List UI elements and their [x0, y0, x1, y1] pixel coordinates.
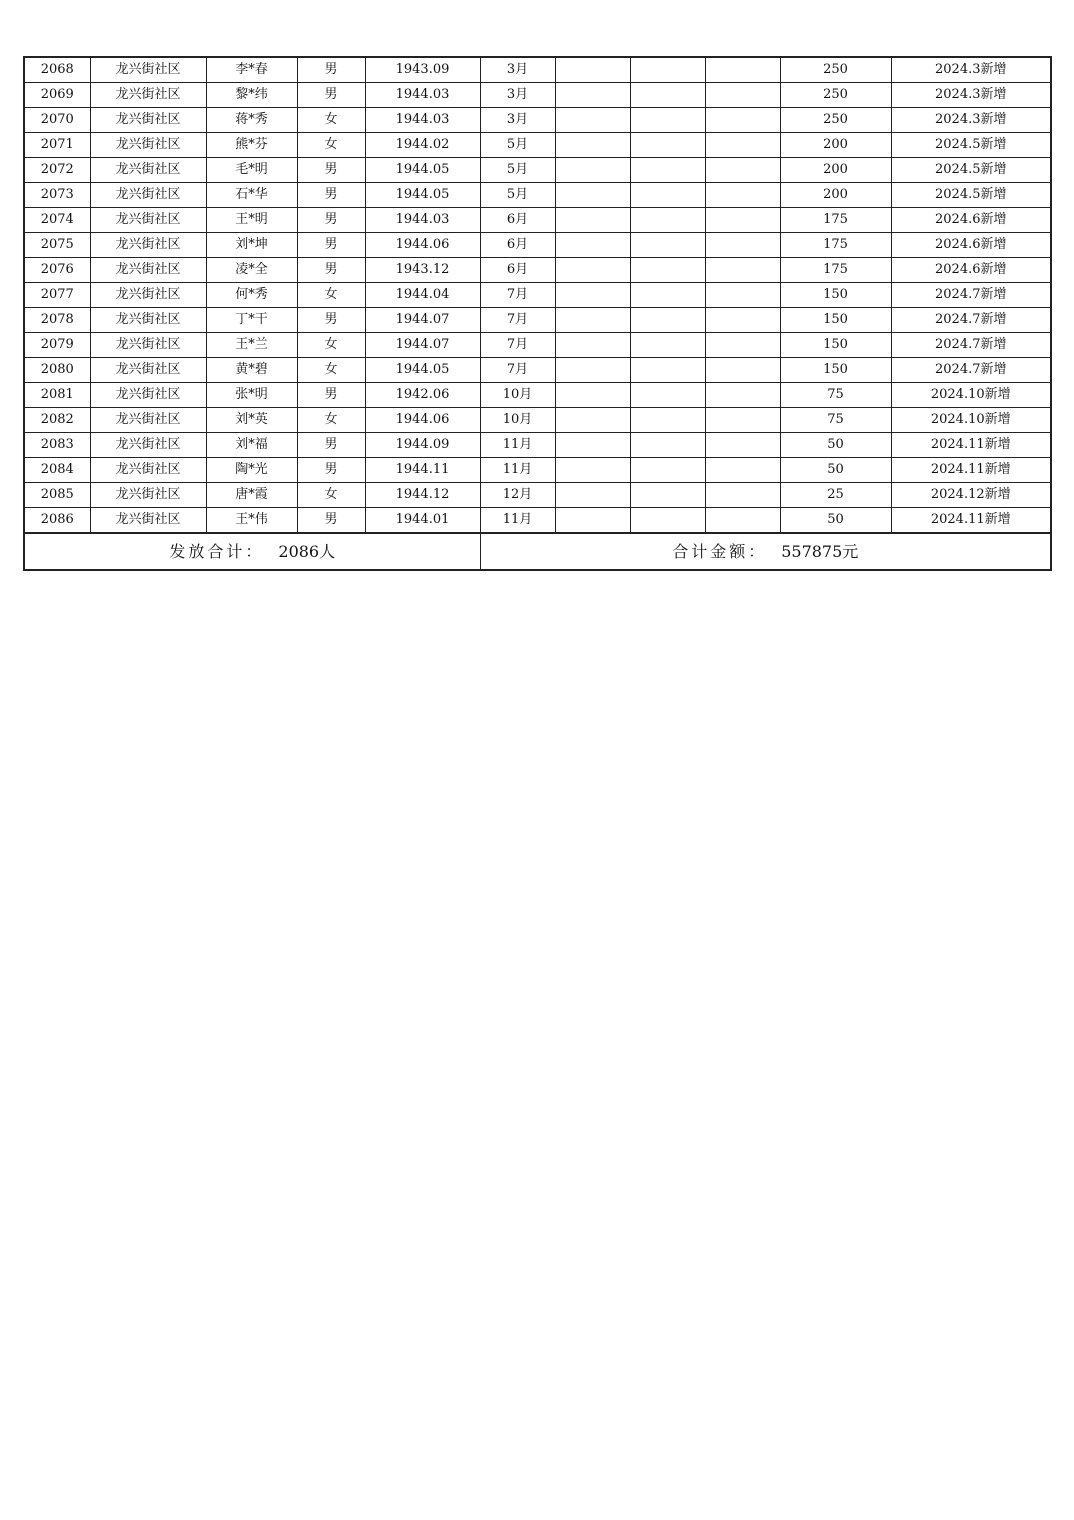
name-cell: 蒋*秀	[206, 108, 297, 133]
note-cell: 2024.5新增	[891, 183, 1051, 208]
start-month-cell: 3月	[480, 108, 555, 133]
recipient-table	[23, 56, 1052, 571]
name-cell: 丁*干	[206, 308, 297, 333]
gender-cell: 男	[297, 258, 365, 283]
serial-number-cell: 2071	[24, 133, 90, 158]
gender-cell: 男	[297, 508, 365, 534]
allowance-sheet	[23, 56, 1050, 571]
blank-cell	[630, 83, 705, 108]
name-cell: 王*伟	[206, 508, 297, 534]
name-cell: 王*明	[206, 208, 297, 233]
amount-cell: 175	[780, 208, 891, 233]
blank-cell	[555, 183, 630, 208]
gender-cell: 男	[297, 183, 365, 208]
serial-number-cell: 2076	[24, 258, 90, 283]
gender-cell: 男	[297, 83, 365, 108]
table-body	[24, 57, 1051, 533]
blank-cell	[630, 158, 705, 183]
amount-cell: 50	[780, 458, 891, 483]
note-cell: 2024.10新增	[891, 383, 1051, 408]
blank-cell	[555, 483, 630, 508]
start-month-cell: 6月	[480, 258, 555, 283]
gender-cell: 男	[297, 308, 365, 333]
blank-cell	[705, 433, 780, 458]
serial-number-cell: 2086	[24, 508, 90, 534]
table-row	[24, 158, 1051, 183]
blank-cell	[630, 408, 705, 433]
blank-cell	[630, 233, 705, 258]
amount-cell: 50	[780, 433, 891, 458]
birth-date-cell: 1944.03	[365, 108, 480, 133]
blank-cell	[555, 208, 630, 233]
birth-date-cell: 1944.06	[365, 233, 480, 258]
amount-cell: 150	[780, 283, 891, 308]
serial-number-cell: 2082	[24, 408, 90, 433]
table-row	[24, 283, 1051, 308]
community-cell: 龙兴街社区	[90, 408, 206, 433]
blank-cell	[705, 108, 780, 133]
name-cell: 唐*霞	[206, 483, 297, 508]
blank-cell	[705, 358, 780, 383]
blank-cell	[555, 133, 630, 158]
gender-cell: 男	[297, 233, 365, 258]
note-cell: 2024.11新增	[891, 508, 1051, 534]
gender-cell: 女	[297, 358, 365, 383]
birth-date-cell: 1944.03	[365, 208, 480, 233]
gender-cell: 男	[297, 433, 365, 458]
name-cell: 王*兰	[206, 333, 297, 358]
people-total-cell	[24, 533, 480, 570]
start-month-cell: 11月	[480, 458, 555, 483]
amount-cell: 25	[780, 483, 891, 508]
blank-cell	[705, 408, 780, 433]
community-cell: 龙兴街社区	[90, 283, 206, 308]
amount-cell: 150	[780, 308, 891, 333]
blank-cell	[705, 308, 780, 333]
note-cell: 2024.11新增	[891, 433, 1051, 458]
blank-cell	[555, 283, 630, 308]
table-row	[24, 458, 1051, 483]
start-month-cell: 5月	[480, 133, 555, 158]
amount-cell: 75	[780, 383, 891, 408]
name-cell: 黄*碧	[206, 358, 297, 383]
community-cell: 龙兴街社区	[90, 183, 206, 208]
start-month-cell: 7月	[480, 283, 555, 308]
blank-cell	[555, 433, 630, 458]
gender-cell: 男	[297, 383, 365, 408]
gender-cell: 男	[297, 458, 365, 483]
gender-cell: 女	[297, 108, 365, 133]
gender-cell: 女	[297, 483, 365, 508]
community-cell: 龙兴街社区	[90, 108, 206, 133]
start-month-cell: 7月	[480, 308, 555, 333]
gender-cell: 男	[297, 208, 365, 233]
name-cell: 凌*全	[206, 258, 297, 283]
blank-cell	[705, 57, 780, 83]
table-footer	[24, 533, 1051, 570]
serial-number-cell: 2073	[24, 183, 90, 208]
amount-cell: 200	[780, 133, 891, 158]
note-cell: 2024.3新增	[891, 83, 1051, 108]
birth-date-cell: 1944.04	[365, 283, 480, 308]
blank-cell	[705, 283, 780, 308]
table-row	[24, 208, 1051, 233]
start-month-cell: 10月	[480, 408, 555, 433]
gender-cell: 女	[297, 283, 365, 308]
start-month-cell: 5月	[480, 158, 555, 183]
amount-cell: 200	[780, 183, 891, 208]
table-row	[24, 508, 1051, 534]
community-cell: 龙兴街社区	[90, 133, 206, 158]
amount-cell: 250	[780, 83, 891, 108]
blank-cell	[555, 57, 630, 83]
amount-cell: 50	[780, 508, 891, 534]
start-month-cell: 11月	[480, 433, 555, 458]
amount-cell: 150	[780, 333, 891, 358]
start-month-cell: 11月	[480, 508, 555, 534]
note-cell: 2024.7新增	[891, 308, 1051, 333]
note-cell: 2024.10新增	[891, 408, 1051, 433]
community-cell: 龙兴街社区	[90, 333, 206, 358]
community-cell: 龙兴街社区	[90, 57, 206, 83]
table-row	[24, 308, 1051, 333]
blank-cell	[705, 483, 780, 508]
table-row	[24, 108, 1051, 133]
table-row	[24, 483, 1051, 508]
table-row	[24, 183, 1051, 208]
name-cell: 刘*福	[206, 433, 297, 458]
blank-cell	[705, 258, 780, 283]
start-month-cell: 6月	[480, 233, 555, 258]
birth-date-cell: 1942.06	[365, 383, 480, 408]
amount-cell: 150	[780, 358, 891, 383]
amount-total-label: 合计金额：	[672, 542, 768, 561]
serial-number-cell: 2080	[24, 358, 90, 383]
serial-number-cell: 2072	[24, 158, 90, 183]
name-cell: 黎*纬	[206, 83, 297, 108]
blank-cell	[630, 483, 705, 508]
amount-cell: 175	[780, 258, 891, 283]
blank-cell	[555, 458, 630, 483]
table-row	[24, 383, 1051, 408]
serial-number-cell: 2068	[24, 57, 90, 83]
community-cell: 龙兴街社区	[90, 258, 206, 283]
blank-cell	[705, 208, 780, 233]
gender-cell: 男	[297, 57, 365, 83]
blank-cell	[630, 283, 705, 308]
table-row	[24, 83, 1051, 108]
serial-number-cell: 2077	[24, 283, 90, 308]
note-cell: 2024.5新增	[891, 133, 1051, 158]
community-cell: 龙兴街社区	[90, 508, 206, 534]
note-cell: 2024.11新增	[891, 458, 1051, 483]
community-cell: 龙兴街社区	[90, 483, 206, 508]
blank-cell	[630, 433, 705, 458]
table-row	[24, 233, 1051, 258]
table-row	[24, 433, 1051, 458]
note-cell: 2024.3新增	[891, 108, 1051, 133]
blank-cell	[630, 108, 705, 133]
start-month-cell: 6月	[480, 208, 555, 233]
community-cell: 龙兴街社区	[90, 358, 206, 383]
start-month-cell: 10月	[480, 383, 555, 408]
blank-cell	[705, 233, 780, 258]
blank-cell	[555, 158, 630, 183]
blank-cell	[630, 508, 705, 534]
birth-date-cell: 1944.09	[365, 433, 480, 458]
blank-cell	[555, 508, 630, 534]
amount-total-value: 557875元	[781, 542, 859, 561]
community-cell: 龙兴街社区	[90, 158, 206, 183]
blank-cell	[555, 408, 630, 433]
amount-cell: 75	[780, 408, 891, 433]
blank-cell	[705, 183, 780, 208]
note-cell: 2024.3新增	[891, 57, 1051, 83]
blank-cell	[555, 258, 630, 283]
total-row	[24, 533, 1051, 570]
birth-date-cell: 1944.12	[365, 483, 480, 508]
table-row	[24, 358, 1051, 383]
name-cell: 石*华	[206, 183, 297, 208]
community-cell: 龙兴街社区	[90, 308, 206, 333]
birth-date-cell: 1944.11	[365, 458, 480, 483]
community-cell: 龙兴街社区	[90, 83, 206, 108]
note-cell: 2024.7新增	[891, 358, 1051, 383]
start-month-cell: 7月	[480, 358, 555, 383]
blank-cell	[705, 508, 780, 534]
name-cell: 张*明	[206, 383, 297, 408]
start-month-cell: 12月	[480, 483, 555, 508]
serial-number-cell: 2075	[24, 233, 90, 258]
blank-cell	[705, 333, 780, 358]
name-cell: 陶*光	[206, 458, 297, 483]
community-cell: 龙兴街社区	[90, 383, 206, 408]
birth-date-cell: 1944.06	[365, 408, 480, 433]
community-cell: 龙兴街社区	[90, 208, 206, 233]
blank-cell	[630, 308, 705, 333]
amount-cell: 200	[780, 158, 891, 183]
serial-number-cell: 2069	[24, 83, 90, 108]
table-row	[24, 57, 1051, 83]
gender-cell: 女	[297, 133, 365, 158]
blank-cell	[555, 83, 630, 108]
serial-number-cell: 2085	[24, 483, 90, 508]
blank-cell	[555, 308, 630, 333]
note-cell: 2024.7新增	[891, 333, 1051, 358]
blank-cell	[630, 133, 705, 158]
name-cell: 毛*明	[206, 158, 297, 183]
amount-total-cell	[480, 533, 1051, 570]
birth-date-cell: 1944.03	[365, 83, 480, 108]
birth-date-cell: 1944.01	[365, 508, 480, 534]
name-cell: 熊*芬	[206, 133, 297, 158]
name-cell: 刘*坤	[206, 233, 297, 258]
serial-number-cell: 2083	[24, 433, 90, 458]
blank-cell	[705, 158, 780, 183]
community-cell: 龙兴街社区	[90, 458, 206, 483]
start-month-cell: 3月	[480, 57, 555, 83]
birth-date-cell: 1944.05	[365, 358, 480, 383]
serial-number-cell: 2078	[24, 308, 90, 333]
name-cell: 李*春	[206, 57, 297, 83]
blank-cell	[630, 208, 705, 233]
note-cell: 2024.6新增	[891, 233, 1051, 258]
birth-date-cell: 1943.12	[365, 258, 480, 283]
blank-cell	[555, 358, 630, 383]
blank-cell	[705, 383, 780, 408]
birth-date-cell: 1944.05	[365, 158, 480, 183]
community-cell: 龙兴街社区	[90, 433, 206, 458]
note-cell: 2024.12新增	[891, 483, 1051, 508]
start-month-cell: 7月	[480, 333, 555, 358]
blank-cell	[705, 133, 780, 158]
community-cell: 龙兴街社区	[90, 233, 206, 258]
serial-number-cell: 2084	[24, 458, 90, 483]
birth-date-cell: 1944.07	[365, 308, 480, 333]
blank-cell	[555, 383, 630, 408]
table-row	[24, 258, 1051, 283]
start-month-cell: 5月	[480, 183, 555, 208]
serial-number-cell: 2070	[24, 108, 90, 133]
note-cell: 2024.5新增	[891, 158, 1051, 183]
birth-date-cell: 1944.02	[365, 133, 480, 158]
name-cell: 何*秀	[206, 283, 297, 308]
table-row	[24, 133, 1051, 158]
blank-cell	[555, 108, 630, 133]
people-total-value: 2086人	[278, 542, 336, 561]
blank-cell	[630, 333, 705, 358]
name-cell: 刘*英	[206, 408, 297, 433]
serial-number-cell: 2074	[24, 208, 90, 233]
gender-cell: 男	[297, 158, 365, 183]
serial-number-cell: 2081	[24, 383, 90, 408]
gender-cell: 女	[297, 333, 365, 358]
start-month-cell: 3月	[480, 83, 555, 108]
table-row	[24, 333, 1051, 358]
blank-cell	[630, 57, 705, 83]
blank-cell	[630, 458, 705, 483]
blank-cell	[630, 358, 705, 383]
table-row	[24, 408, 1051, 433]
gender-cell: 女	[297, 408, 365, 433]
blank-cell	[630, 383, 705, 408]
amount-cell: 250	[780, 57, 891, 83]
people-total-label: 发放合计：	[169, 542, 265, 561]
birth-date-cell: 1944.07	[365, 333, 480, 358]
blank-cell	[555, 333, 630, 358]
birth-date-cell: 1943.09	[365, 57, 480, 83]
blank-cell	[630, 183, 705, 208]
amount-cell: 175	[780, 233, 891, 258]
blank-cell	[555, 233, 630, 258]
note-cell: 2024.7新增	[891, 283, 1051, 308]
amount-cell: 250	[780, 108, 891, 133]
birth-date-cell: 1944.05	[365, 183, 480, 208]
note-cell: 2024.6新增	[891, 208, 1051, 233]
blank-cell	[705, 83, 780, 108]
blank-cell	[705, 458, 780, 483]
blank-cell	[630, 258, 705, 283]
serial-number-cell: 2079	[24, 333, 90, 358]
note-cell: 2024.6新增	[891, 258, 1051, 283]
